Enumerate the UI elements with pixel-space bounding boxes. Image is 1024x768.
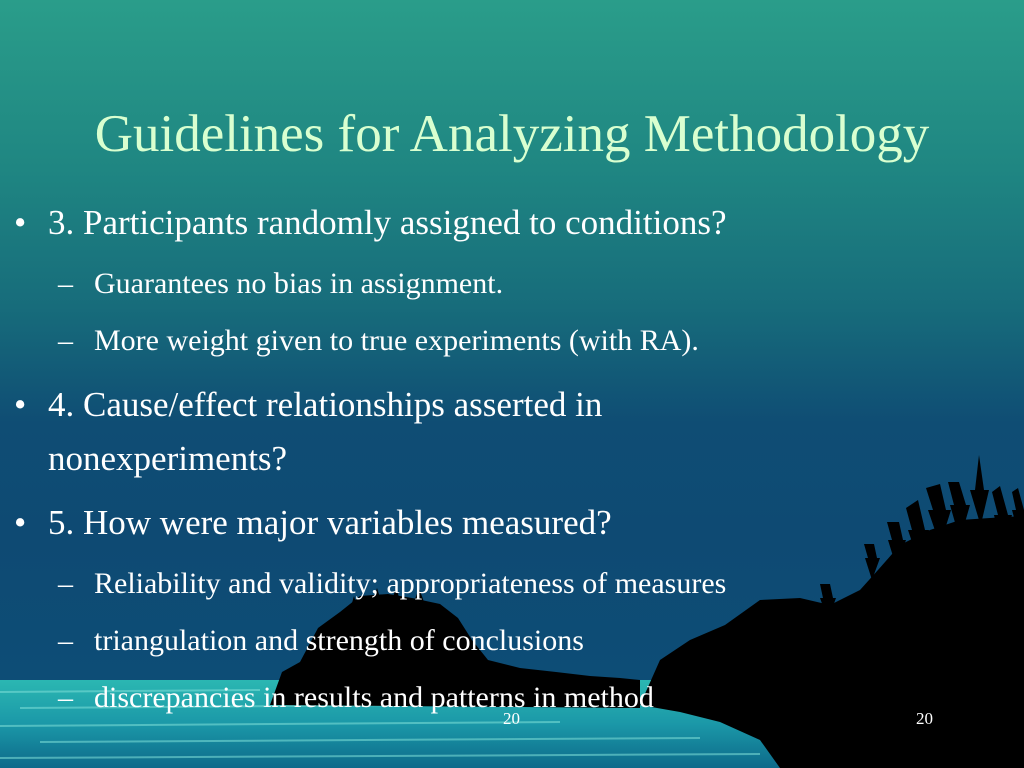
bullet-marker: • — [14, 385, 27, 424]
slide-title: Guidelines for Analyzing Methodology — [94, 105, 930, 163]
sub-bullet-marker: – — [58, 624, 73, 657]
sub-bullet-text: Reliability and validity; appropriateness of measures — [94, 567, 727, 600]
sub-bullet-item — [58, 621, 584, 661]
bullet-text: 3. Participants randomly assigned to conditions? — [48, 203, 727, 242]
sub-bullet-text: triangulation and strength of conclusions — [94, 624, 584, 657]
sub-bullet-text: Guarantees no bias in assignment. — [94, 267, 504, 300]
slide-number-center: 20 — [503, 709, 520, 728]
sub-bullet-item — [58, 678, 654, 718]
bullet-text: 5. How were major variables measured? — [48, 503, 612, 542]
sub-bullet-text: More weight given to true experiments (with RA). — [94, 324, 699, 357]
bullet-text: 4. Cause/effect relationships asserted in nonexperiments? — [48, 385, 603, 478]
sub-bullet-text: discrepancies in results and patterns in method — [94, 681, 654, 714]
sub-bullet-marker: – — [58, 681, 73, 714]
sub-bullet-item — [58, 321, 699, 361]
sub-bullet-item — [58, 564, 726, 604]
sub-bullet-marker: – — [58, 567, 73, 600]
bullet-marker: • — [14, 503, 27, 542]
slide-number-right: 20 — [916, 709, 933, 728]
sub-bullet-marker: – — [58, 267, 73, 300]
sub-bullet-marker: – — [58, 324, 73, 357]
sub-bullet-item — [58, 264, 503, 304]
bullet-marker: • — [14, 203, 27, 242]
